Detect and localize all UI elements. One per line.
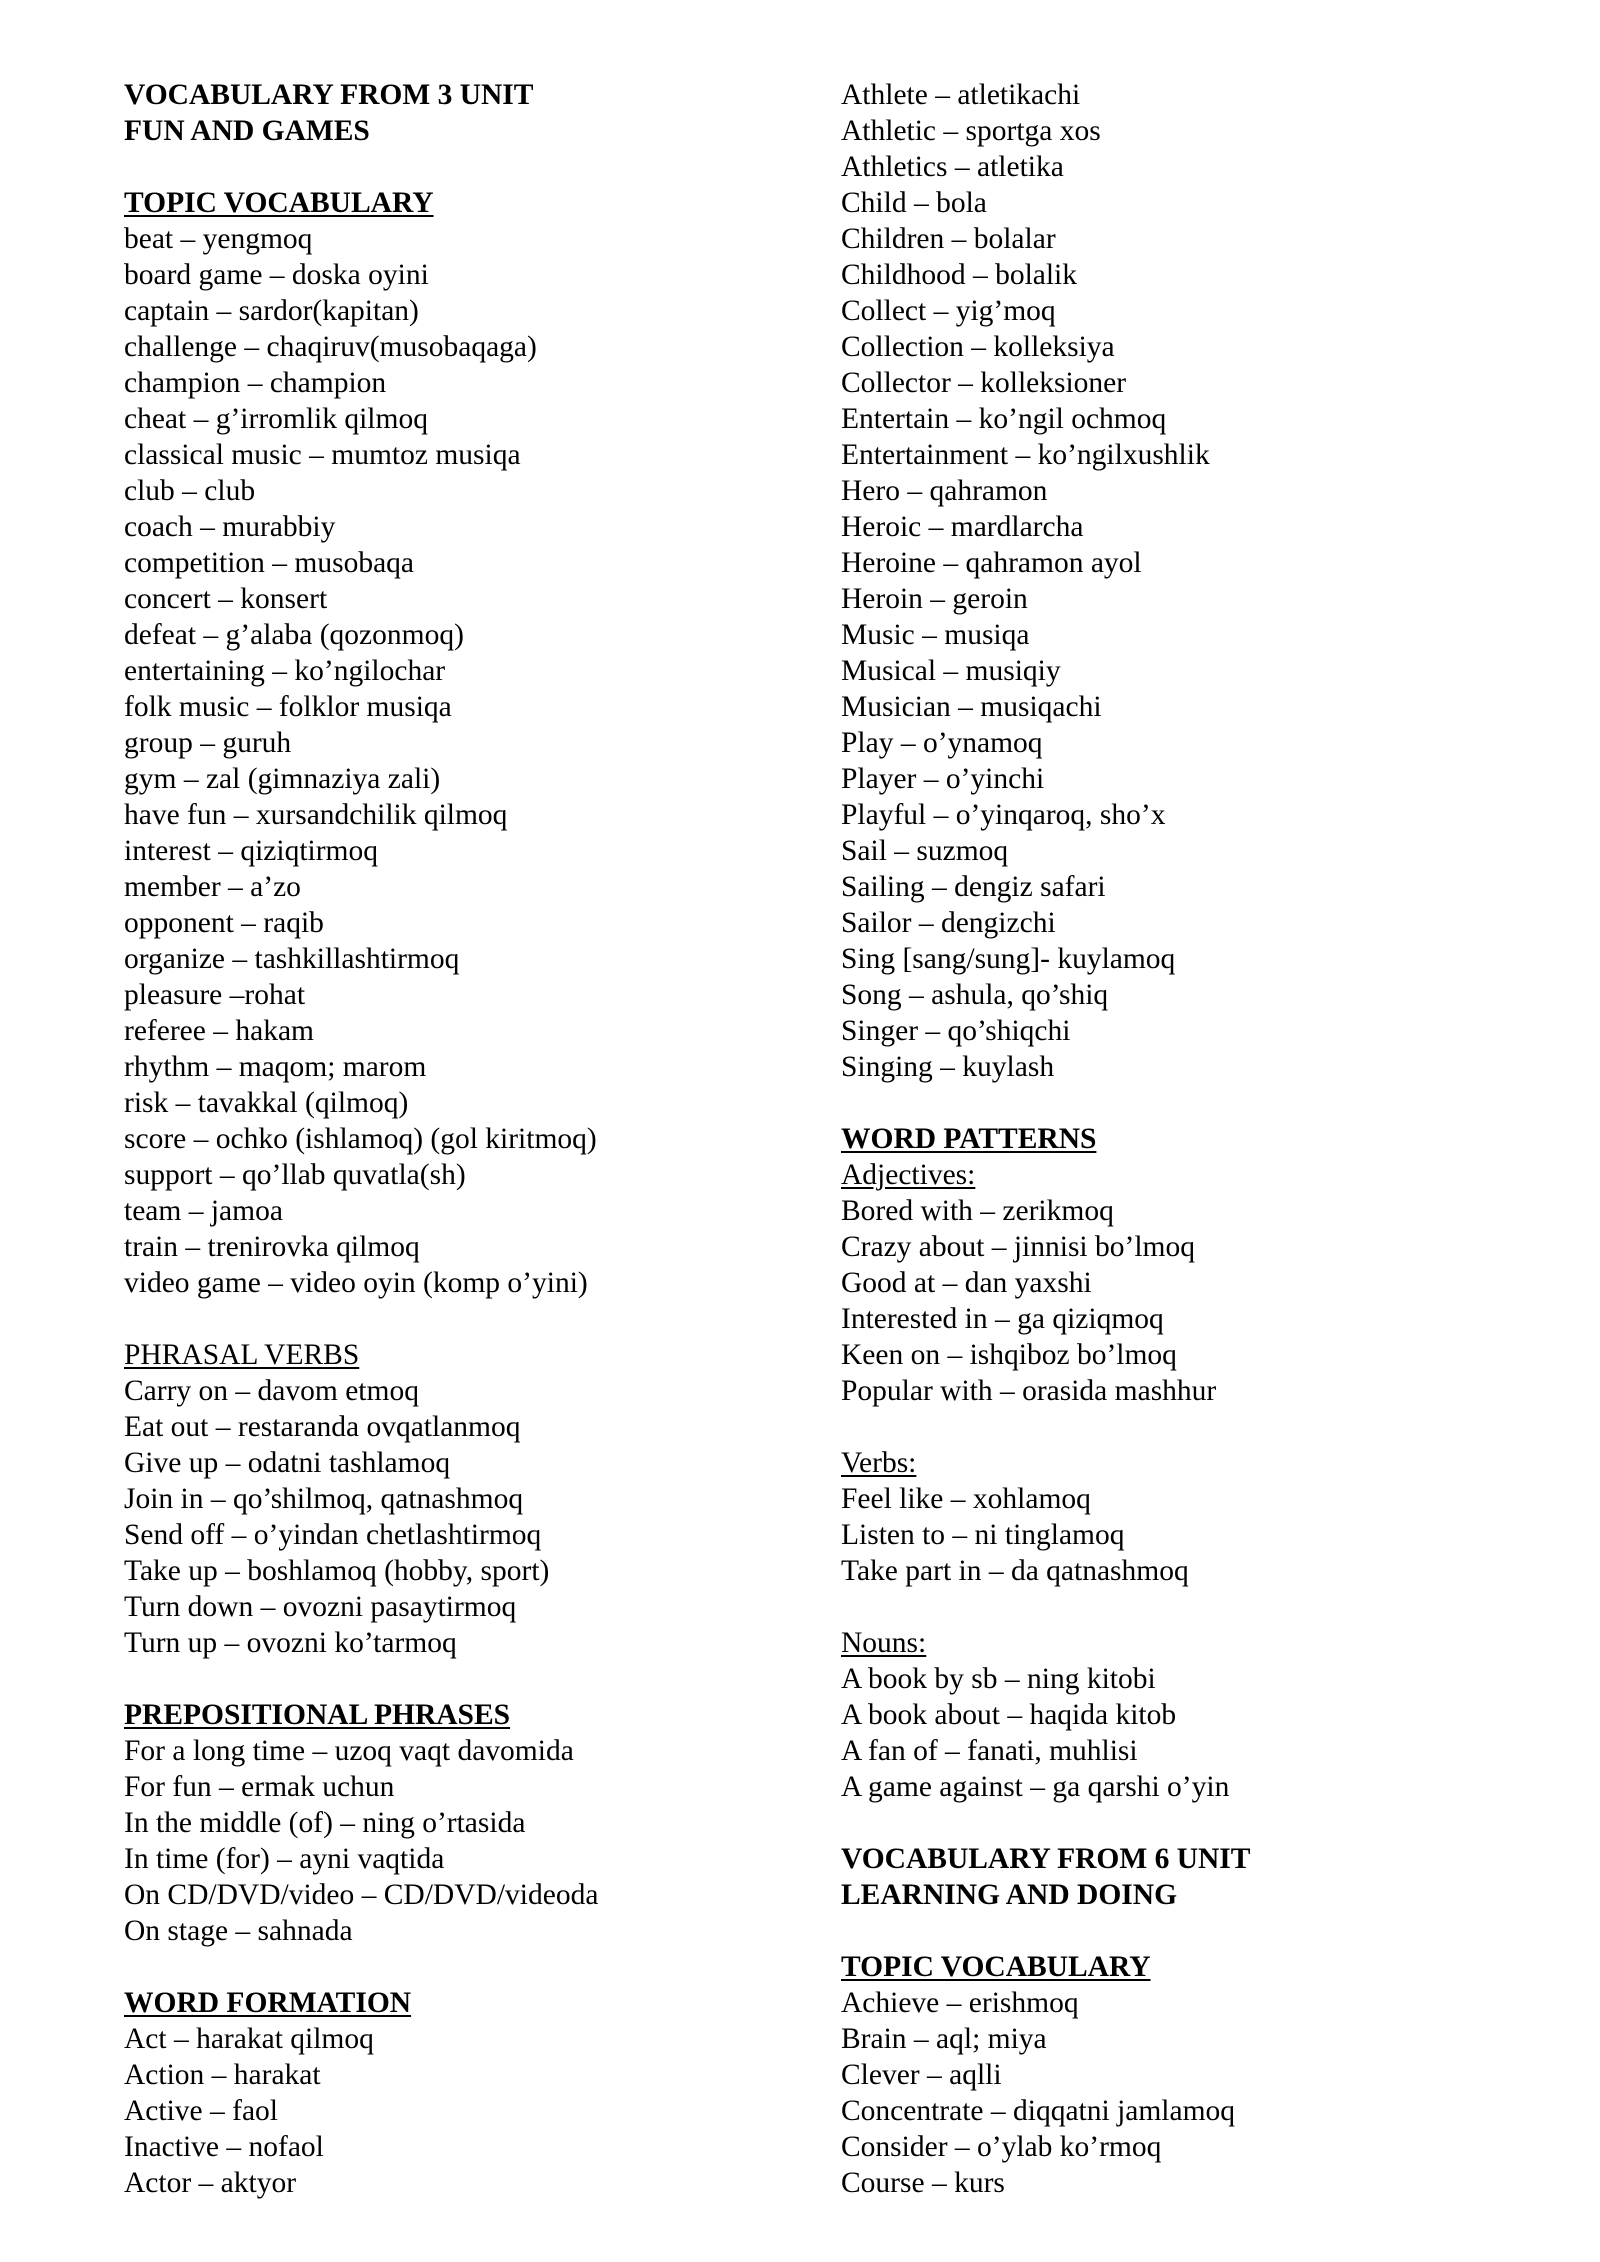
vocab-entry: Singer – qo’shiqchi (841, 1015, 1071, 1047)
vocab-entry: defeat – g’alaba (qozonmoq) (124, 619, 464, 651)
vocab-entry: entertaining – ko’ngilochar (124, 655, 446, 687)
vocab-entry: organize – tashkillashtirmoq (124, 943, 460, 975)
vocab-entry: For fun – ermak uchun (124, 1771, 395, 1803)
vocab-entry: Collection – kolleksiya (841, 331, 1115, 363)
vocab-entry: beat – yengmoq (124, 223, 313, 255)
vocab-entry: A book by sb – ning kitobi (841, 1663, 1156, 1695)
vocab-entry: concert – konsert (124, 583, 328, 615)
vocab-entry: Musical – musiqiy (841, 655, 1061, 687)
nouns-label: Nouns: (841, 1627, 927, 1659)
vocab-entry: A fan of – fanati, muhlisi (841, 1735, 1138, 1767)
prepositional-phrases-list (124, 1733, 804, 1949)
vocab-entry: interest – qiziqtirmoq (124, 835, 378, 867)
vocab-entry: champion – champion (124, 367, 387, 399)
vocab-entry: Carry on – davom etmoq (124, 1375, 419, 1407)
vocab-entry: For a long time – uzoq vaqt davomida (124, 1735, 574, 1767)
vocab-entry: Song – ashula, qo’shiq (841, 979, 1109, 1011)
vocab-entry: support – qo’llab quvatla(sh) (124, 1159, 466, 1191)
word-patterns-heading: WORD PATTERNS (841, 1123, 1097, 1155)
word-formation-continued-list (841, 77, 1521, 1085)
vocab-entry: Play – o’ynamoq (841, 727, 1043, 759)
unit3-title-line1: VOCABULARY FROM 3 UNIT (124, 79, 534, 111)
vocab-entry: On CD/DVD/video – CD/DVD/videoda (124, 1879, 599, 1911)
phrasal-verbs-list (124, 1373, 804, 1661)
vocab-entry: Sailing – dengiz safari (841, 871, 1106, 903)
phrasal-verbs-heading: PHRASAL VERBS (124, 1339, 360, 1371)
vocab-entry: Actor – aktyor (124, 2167, 297, 2199)
vocab-entry: Heroic – mardlarcha (841, 511, 1084, 543)
vocab-entry: Clever – aqlli (841, 2059, 1002, 2091)
vocab-entry: train – trenirovka qilmoq (124, 1231, 420, 1263)
vocab-entry: Concentrate – diqqatni jamlamoq (841, 2095, 1236, 2127)
right-column (841, 77, 1521, 2201)
vocab-entry: board game – doska oyini (124, 259, 429, 291)
vocab-entry: Athletics – atletika (841, 151, 1064, 183)
vocab-entry: have fun – xursandchilik qilmoq (124, 799, 508, 831)
vocab-entry: Course – kurs (841, 2167, 1005, 2199)
vocab-entry: Singing – kuylash (841, 1051, 1055, 1083)
vocab-entry: A book about – haqida kitob (841, 1699, 1177, 1731)
vocab-entry: competition – musobaqa (124, 547, 415, 579)
vocab-entry: In the middle (of) – ning o’rtasida (124, 1807, 526, 1839)
vocab-entry: pleasure –rohat (124, 979, 306, 1011)
vocab-entry: Music – musiqa (841, 619, 1030, 651)
vocab-entry: Children – bolalar (841, 223, 1056, 255)
adjectives-list (841, 1193, 1521, 1409)
unit6-title-line1: VOCABULARY FROM 6 UNIT (841, 1843, 1251, 1875)
vocab-entry: video game – video oyin (komp o’yini) (124, 1267, 588, 1299)
word-formation-list (124, 2021, 804, 2201)
vocab-entry: Take part in – da qatnashmoq (841, 1555, 1189, 1587)
word-formation-heading: WORD FORMATION (124, 1987, 412, 2019)
vocab-entry: gym – zal (gimnaziya zali) (124, 763, 441, 795)
vocab-entry: member – a’zo (124, 871, 301, 903)
vocab-entry: Heroine – qahramon ayol (841, 547, 1142, 579)
vocab-entry: Act – harakat qilmoq (124, 2023, 374, 2055)
vocab-entry: Join in – qo’shilmoq, qatnashmoq (124, 1483, 524, 1515)
vocab-entry: Achieve – erishmoq (841, 1987, 1079, 2019)
vocab-entry: cheat – g’irromlik qilmoq (124, 403, 428, 435)
vocab-entry: Sail – suzmoq (841, 835, 1009, 867)
vocab-entry: coach – murabbiy (124, 511, 336, 543)
vocab-entry: Collector – kolleksioner (841, 367, 1127, 399)
prepositional-phrases-heading: PREPOSITIONAL PHRASES (124, 1699, 511, 1731)
vocab-entry: Keen on – ishqiboz bo’lmoq (841, 1339, 1177, 1371)
vocab-entry: Child – bola (841, 187, 987, 219)
topic-vocabulary-6-heading: TOPIC VOCABULARY (841, 1951, 1151, 1983)
topic-vocabulary-6-list (841, 1985, 1521, 2201)
vocab-entry: Crazy about – jinnisi bo’lmoq (841, 1231, 1195, 1263)
vocab-entry: Turn down – ovozni pasaytirmoq (124, 1591, 517, 1623)
vocab-entry: classical music – mumtoz musiqa (124, 439, 521, 471)
vocab-entry: Take up – boshlamoq (hobby, sport) (124, 1555, 550, 1587)
vocab-entry: challenge – chaqiruv(musobaqaga) (124, 331, 537, 363)
vocab-entry: Popular with – orasida mashhur (841, 1375, 1217, 1407)
vocab-entry: Action – harakat (124, 2059, 321, 2091)
vocab-entry: captain – sardor(kapitan) (124, 295, 419, 327)
unit6-title-line2: LEARNING AND DOING (841, 1879, 1178, 1911)
vocab-entry: Playful – o’yinqaroq, sho’x (841, 799, 1166, 831)
verbs-list (841, 1481, 1521, 1589)
vocab-entry: Entertainment – ko’ngilxushlik (841, 439, 1210, 471)
vocab-entry: Listen to – ni tinglamoq (841, 1519, 1125, 1551)
vocab-entry: Inactive – nofaol (124, 2131, 324, 2163)
vocab-entry: A game against – ga qarshi o’yin (841, 1771, 1230, 1803)
vocab-entry: Turn up – ovozni ko’tarmoq (124, 1627, 457, 1659)
vocab-entry: Consider – o’ylab ko’rmoq (841, 2131, 1162, 2163)
vocab-entry: group – guruh (124, 727, 292, 759)
vocab-entry: Musician – musiqachi (841, 691, 1102, 723)
vocab-entry: Brain – aql; miya (841, 2023, 1047, 2055)
vocab-entry: Player – o’yinchi (841, 763, 1045, 795)
vocab-entry: Send off – o’yindan chetlashtirmoq (124, 1519, 542, 1551)
verbs-label: Verbs: (841, 1447, 917, 1479)
topic-vocabulary-heading: TOPIC VOCABULARY (124, 187, 434, 219)
vocab-entry: opponent – raqib (124, 907, 324, 939)
vocab-entry: Feel like – xohlamoq (841, 1483, 1091, 1515)
vocab-entry: Childhood – bolalik (841, 259, 1077, 291)
vocab-entry: Interested in – ga qiziqmoq (841, 1303, 1164, 1335)
vocab-entry: In time (for) – ayni vaqtida (124, 1843, 445, 1875)
vocab-entry: Eat out – restaranda ovqatlanmoq (124, 1411, 521, 1443)
vocab-entry: score – ochko (ishlamoq) (gol kiritmoq) (124, 1123, 597, 1155)
vocab-entry: On stage – sahnada (124, 1915, 353, 1947)
vocab-entry: Athletic – sportga xos (841, 115, 1101, 147)
vocab-entry: Entertain – ko’ngil ochmoq (841, 403, 1167, 435)
unit3-title-line2: FUN AND GAMES (124, 115, 370, 147)
vocab-entry: referee – hakam (124, 1015, 314, 1047)
vocab-entry: rhythm – maqom; marom (124, 1051, 427, 1083)
vocab-entry: Sailor – dengizchi (841, 907, 1056, 939)
vocab-entry: Give up – odatni tashlamoq (124, 1447, 451, 1479)
vocab-entry: Good at – dan yaxshi (841, 1267, 1092, 1299)
vocab-entry: team – jamoa (124, 1195, 283, 1227)
adjectives-label: Adjectives: (841, 1159, 976, 1191)
nouns-list (841, 1661, 1521, 1805)
vocab-entry: Collect – yig’moq (841, 295, 1056, 327)
vocab-entry: Sing [sang/sung]- kuylamoq (841, 943, 1176, 975)
vocab-entry: folk music – folklor musiqa (124, 691, 452, 723)
vocab-entry: Heroin – geroin (841, 583, 1028, 615)
vocab-entry: club – club (124, 475, 256, 507)
vocab-entry: Bored with – zerikmoq (841, 1195, 1114, 1227)
vocab-entry: Active – faol (124, 2095, 278, 2127)
vocab-entry: Athlete – atletikachi (841, 79, 1081, 111)
vocab-entry: Hero – qahramon (841, 475, 1048, 507)
left-column (124, 77, 804, 2201)
vocab-entry: risk – tavakkal (qilmoq) (124, 1087, 409, 1119)
topic-vocabulary-list (124, 221, 804, 1301)
